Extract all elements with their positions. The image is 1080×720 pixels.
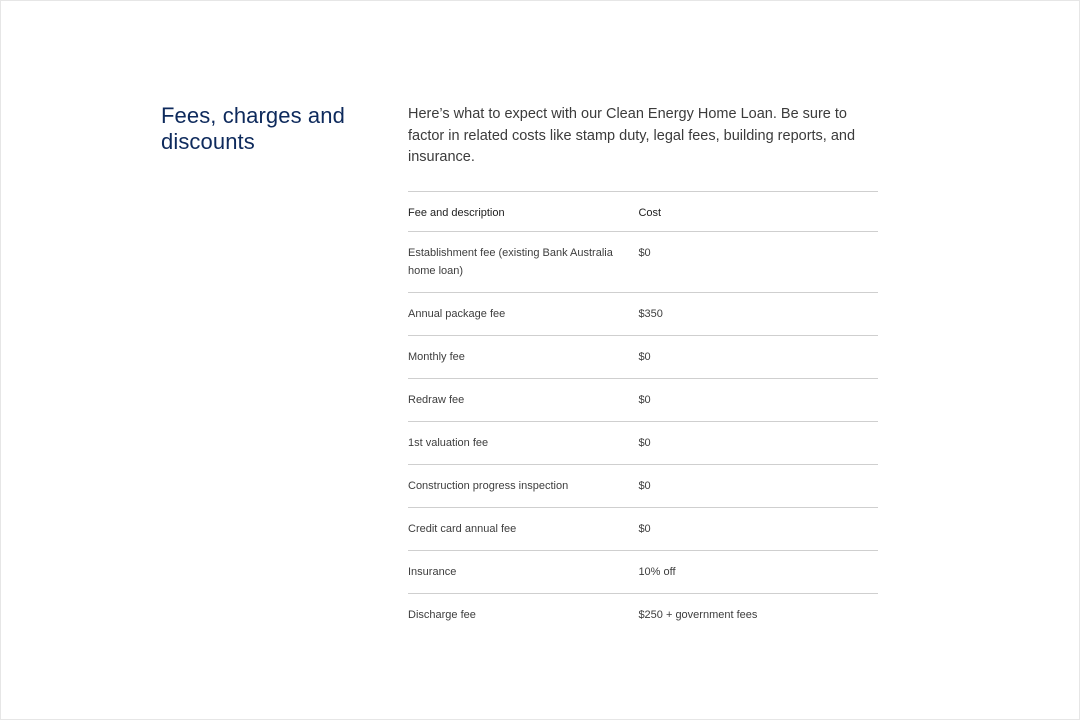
fee-name: Establishment fee (existing Bank Australia home loan) xyxy=(408,232,638,293)
fee-name: 1st valuation fee xyxy=(408,422,638,465)
fee-cost: $0 xyxy=(638,508,878,551)
fees-table xyxy=(408,191,878,636)
table-row xyxy=(408,293,878,336)
fee-cost: 10% off xyxy=(638,551,878,594)
fee-name: Construction progress inspection xyxy=(408,465,638,508)
table-row xyxy=(408,551,878,594)
table-row xyxy=(408,465,878,508)
fee-name: Credit card annual fee xyxy=(408,508,638,551)
header-fee-description: Fee and description xyxy=(408,192,638,232)
table-row xyxy=(408,379,878,422)
table-header-row xyxy=(408,192,878,232)
table-row xyxy=(408,422,878,465)
table-row xyxy=(408,336,878,379)
table-row xyxy=(408,508,878,551)
table-row xyxy=(408,232,878,293)
fee-name: Annual package fee xyxy=(408,293,638,336)
table-row xyxy=(408,594,878,637)
fee-cost: $250 + government fees xyxy=(638,609,758,621)
fee-name: Discharge fee xyxy=(408,609,476,621)
fee-cost: $0 xyxy=(638,465,878,508)
fee-name: Redraw fee xyxy=(408,379,638,422)
fee-cost: $0 xyxy=(638,336,878,379)
section-title: Fees, charges and discounts xyxy=(161,103,345,154)
fee-cost: $0 xyxy=(638,379,878,422)
fee-cost: $0 xyxy=(638,422,878,465)
fee-cost: $0 xyxy=(638,232,878,293)
fee-name: Insurance xyxy=(408,551,638,594)
fee-cost: $350 xyxy=(638,293,878,336)
header-cost: Cost xyxy=(638,192,878,232)
fee-name: Monthly fee xyxy=(408,336,638,379)
section-intro: Here’s what to expect with our Clean Energy Home Loan. Be sure to factor in related costs like stamp duty, legal fees, building reports, and insurance. xyxy=(408,106,856,165)
